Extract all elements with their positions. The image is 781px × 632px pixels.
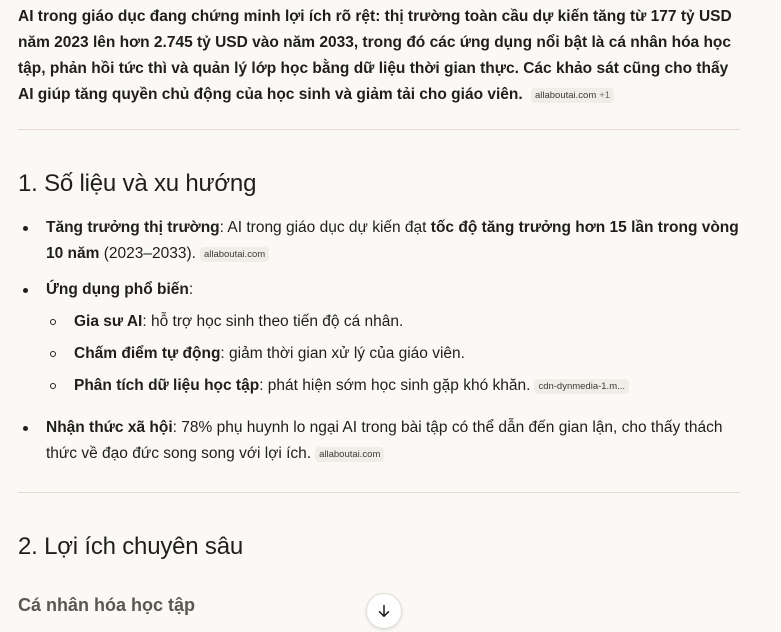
sublist-item-ai-tutor — [46, 309, 740, 335]
section-heading-2: 2. Lợi ích chuyên sâu — [18, 533, 244, 560]
item-bold-label: Tăng trưởng thị trường — [46, 219, 220, 236]
sublist-item-auto-grading — [46, 341, 740, 367]
section-heading-1: 1. Số liệu và xu hướng — [18, 170, 257, 197]
source-chip-label: allaboutai.com — [534, 90, 597, 101]
list-item-applications — [18, 277, 740, 399]
arrow-down-icon — [376, 603, 392, 619]
section-divider — [18, 129, 740, 130]
source-chip[interactable]: cdn-dynmedia-1.m... — [534, 379, 629, 394]
item-text: : AI trong giáo dục dự kiến đạt — [219, 219, 431, 236]
scroll-to-bottom-button[interactable] — [366, 593, 402, 629]
section-divider — [18, 492, 740, 493]
sub-text: : phát hiện sớm học sinh gặp khó khăn. — [259, 377, 531, 394]
item-bold-label: Ứng dụng phổ biến — [46, 281, 189, 298]
list-item-social-awareness — [18, 415, 740, 467]
subsection-heading: Cá nhân hóa học tập — [18, 595, 196, 615]
applications-sublist — [46, 309, 740, 399]
sub-text: : hỗ trợ học sinh theo tiến độ cá nhân. — [142, 313, 404, 330]
list-item-market-growth — [18, 215, 740, 267]
sublist-item-learning-analytics — [46, 373, 740, 399]
item-text: : — [188, 281, 194, 298]
item-bold-label: Nhận thức xã hội — [46, 419, 173, 436]
source-chip[interactable]: allaboutai.com — [200, 247, 269, 262]
source-chip[interactable]: allaboutai.com — [315, 447, 384, 462]
item-bold-highlight: tốc độ tăng trưởng hơn 15 lần trong vòng 10 năm — [46, 219, 739, 262]
message-content — [18, 0, 740, 615]
item-text: (2023–2033). — [99, 245, 196, 262]
item-text: : 78% phụ huynh lo ngại AI trong bài tập có thể dẫn đến gian lận, cho thấy thách thức về đạo đức song song với lợi ích. — [46, 419, 723, 462]
intro-paragraph — [18, 0, 740, 108]
source-chip-more: +1 — [599, 90, 611, 101]
sub-bold-label: Gia sư AI — [74, 313, 143, 330]
intro-text: AI trong giáo dục đang chứng minh lợi ích rõ rệt: thị trường toàn cầu dự kiến tăng từ 177 tỷ USD năm 2023 lên hơn 2.745 tỷ USD vào năm 2033, trong đó các ứng dụng nổi bật là cá nhân hóa học tập, phản hồi tức thì và quản lý lớp học bằng dữ liệu thời gian thực. Các khảo sát cũng cho thấy AI giúp tăng quyền chủ động của học sinh và giảm tải cho giáo viên. — [18, 8, 732, 103]
source-chip[interactable] — [531, 88, 614, 103]
sub-bold-label: Chấm điểm tự động — [74, 345, 221, 362]
trends-list — [18, 215, 740, 467]
sub-bold-label: Phân tích dữ liệu học tập — [74, 377, 260, 394]
sub-text: : giảm thời gian xử lý của giáo viên. — [220, 345, 465, 362]
